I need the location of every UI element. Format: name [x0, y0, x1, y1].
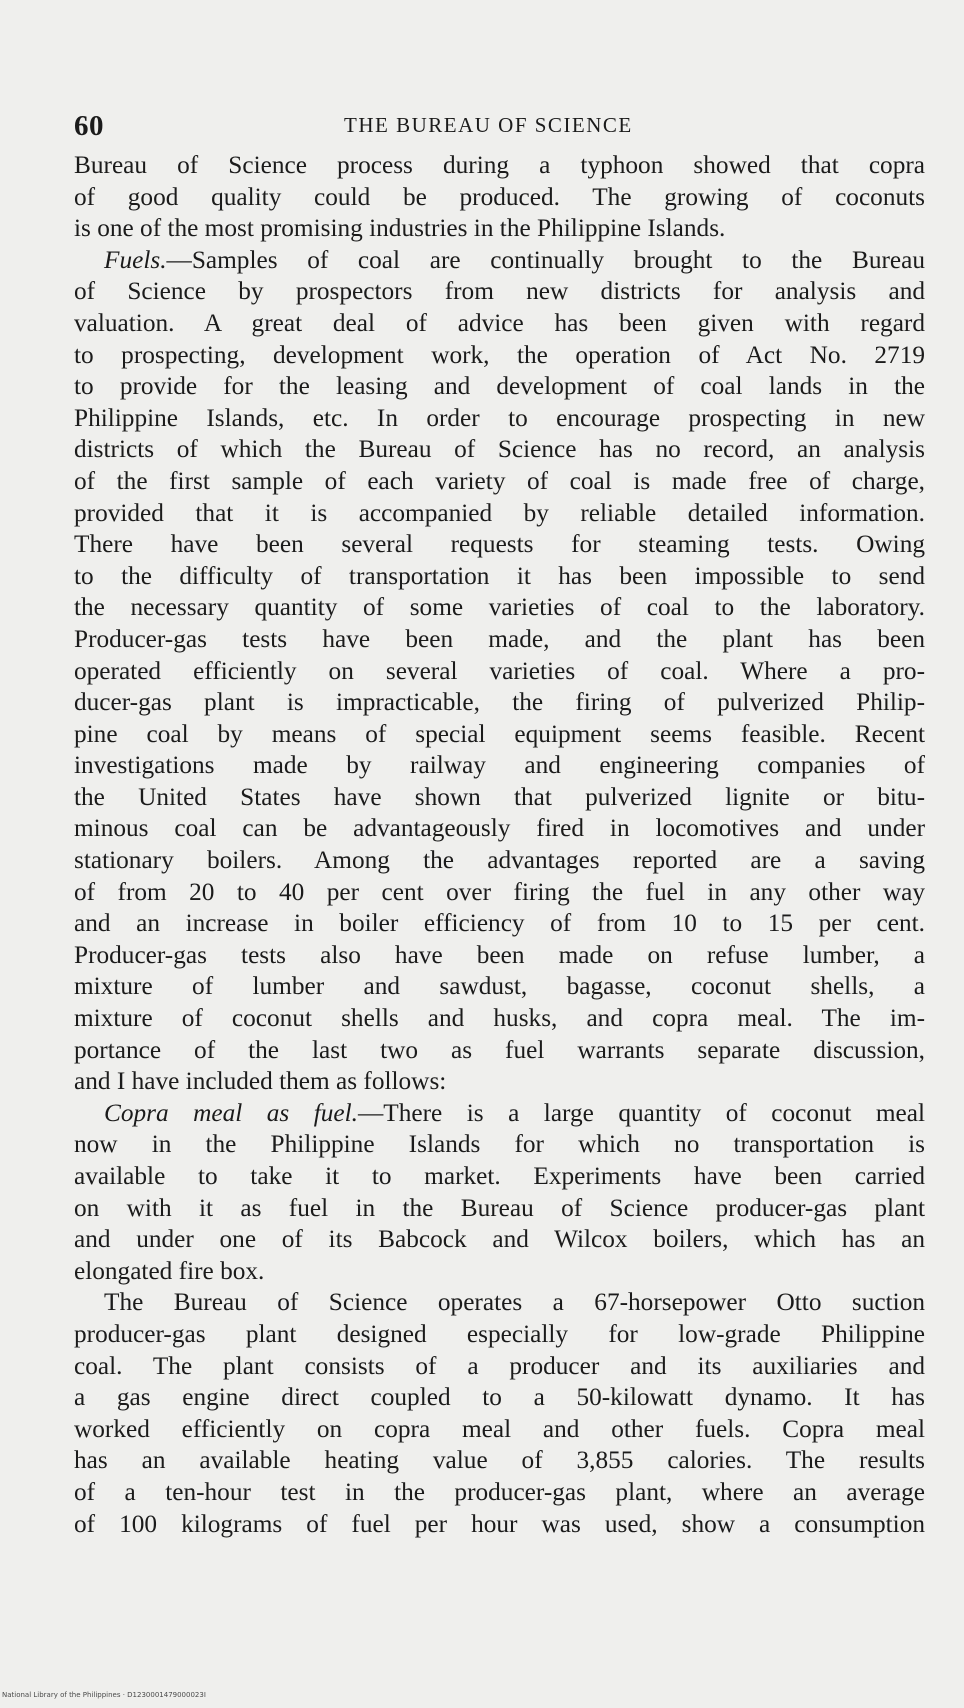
page-header: [74, 106, 930, 146]
text-line: provided that it is accompanied by reliable detailed information.: [74, 498, 925, 527]
text-line: of good quality could be produced. The growing of coconuts: [74, 182, 925, 211]
text-line: the United States have shown that pulverized lignite or bitu-: [74, 782, 925, 811]
running-title: THE BUREAU OF SCIENCE: [344, 113, 633, 137]
text-line: Producer-gas tests have been made, and the plant has been: [74, 624, 925, 653]
text-run: —Samples of coal are continually brought to the Bureau: [166, 245, 925, 274]
text-line: producer-gas plant designed especially for low-grade Philippine: [74, 1319, 925, 1348]
text-line: minous coal can be advantageously fired in locomotives and under: [74, 814, 925, 843]
text-line: has an available heating value of 3,855 calories. The results: [74, 1446, 925, 1475]
text-line: is one of the most promising industries in the Philippine Islands.: [74, 214, 726, 243]
text-line: of from 20 to 40 per cent over firing the fuel in any other way: [74, 877, 925, 906]
text-line: a gas engine direct coupled to a 50-kilowatt dynamo. It has: [74, 1383, 925, 1412]
text-line: to the difficulty of transportation it has been impossible to send: [74, 561, 925, 590]
text-line: portance of the last two as fuel warrants separate discussion,: [74, 1035, 925, 1064]
text-line: investigations made by railway and engineering companies of: [74, 751, 925, 780]
text-line: Producer-gas tests also have been made on refuse lumber, a: [74, 940, 925, 969]
paragraph-first-line: The Bureau of Science operates a 67-horsepower Otto suction: [104, 1288, 925, 1317]
paragraph-first-line: [74, 1098, 925, 1130]
text-line: ducer-gas plant is impracticable, the firing of pulverized Philip-: [74, 688, 925, 717]
text-line: coal. The plant consists of a producer and its auxiliaries and: [74, 1351, 925, 1380]
paragraph-first-line: [74, 245, 925, 277]
text-line: the necessary quantity of some varieties of coal to the laboratory.: [74, 593, 925, 622]
text-line: mixture of lumber and sawdust, bagasse, coconut shells, a: [74, 972, 925, 1001]
section-heading-copra-meal: Copra meal as fuel.: [104, 1098, 358, 1127]
text-line: to provide for the leasing and development of coal lands in the: [74, 372, 925, 401]
text-line: There have been several requests for steaming tests. Owing: [74, 530, 925, 559]
text-line: worked efficiently on copra meal and other fuels. Copra meal: [74, 1414, 925, 1443]
text-line: mixture of coconut shells and husks, and copra meal. The im-: [74, 1004, 925, 1033]
page-number: 60: [74, 110, 104, 142]
text-line: stationary boilers. Among the advantages reported are a saving: [74, 846, 925, 875]
text-line: of 100 kilograms of fuel per hour was used, show a consumption: [74, 1509, 925, 1538]
text-line: on with it as fuel in the Bureau of Science producer-gas plant: [74, 1193, 925, 1222]
library-watermark: National Library of the Philippines · D1230001479000023I: [2, 1691, 206, 1699]
text-line: of a ten-hour test in the producer-gas plant, where an average: [74, 1477, 925, 1506]
text-line: of Science by prospectors from new districts for analysis and: [74, 277, 925, 306]
section-heading-fuels: Fuels.: [104, 245, 167, 274]
text-line: now in the Philippine Islands for which no transportation is: [74, 1130, 925, 1159]
body-text: [74, 150, 925, 1600]
text-line: operated efficiently on several varieties of coal. Where a pro-: [74, 656, 925, 685]
text-line: Philippine Islands, etc. In order to encourage prospecting in new: [74, 403, 925, 432]
text-line: and I have included them as follows:: [74, 1067, 447, 1096]
text-line: valuation. A great deal of advice has been given with regard: [74, 308, 925, 337]
text-line: and under one of its Babcock and Wilcox boilers, which has an: [74, 1225, 925, 1254]
text-line: elongated fire box.: [74, 1256, 265, 1285]
text-line: to prospecting, development work, the operation of Act No. 2719: [74, 340, 925, 369]
text-line: available to take it to market. Experiments have been carried: [74, 1162, 925, 1190]
text-line: and an increase in boiler efficiency of from 10 to 15 per cent.: [74, 909, 925, 938]
text-line: districts of which the Bureau of Science has no record, an analysis: [74, 435, 925, 464]
text-run: —There is a large quantity of coconut meal: [358, 1098, 925, 1127]
text-line: Bureau of Science process during a typhoon showed that copra: [74, 151, 925, 179]
text-line: of the first sample of each variety of coal is made free of charge,: [74, 466, 925, 495]
text-line: pine coal by means of special equipment seems feasible. Recent: [74, 719, 925, 748]
